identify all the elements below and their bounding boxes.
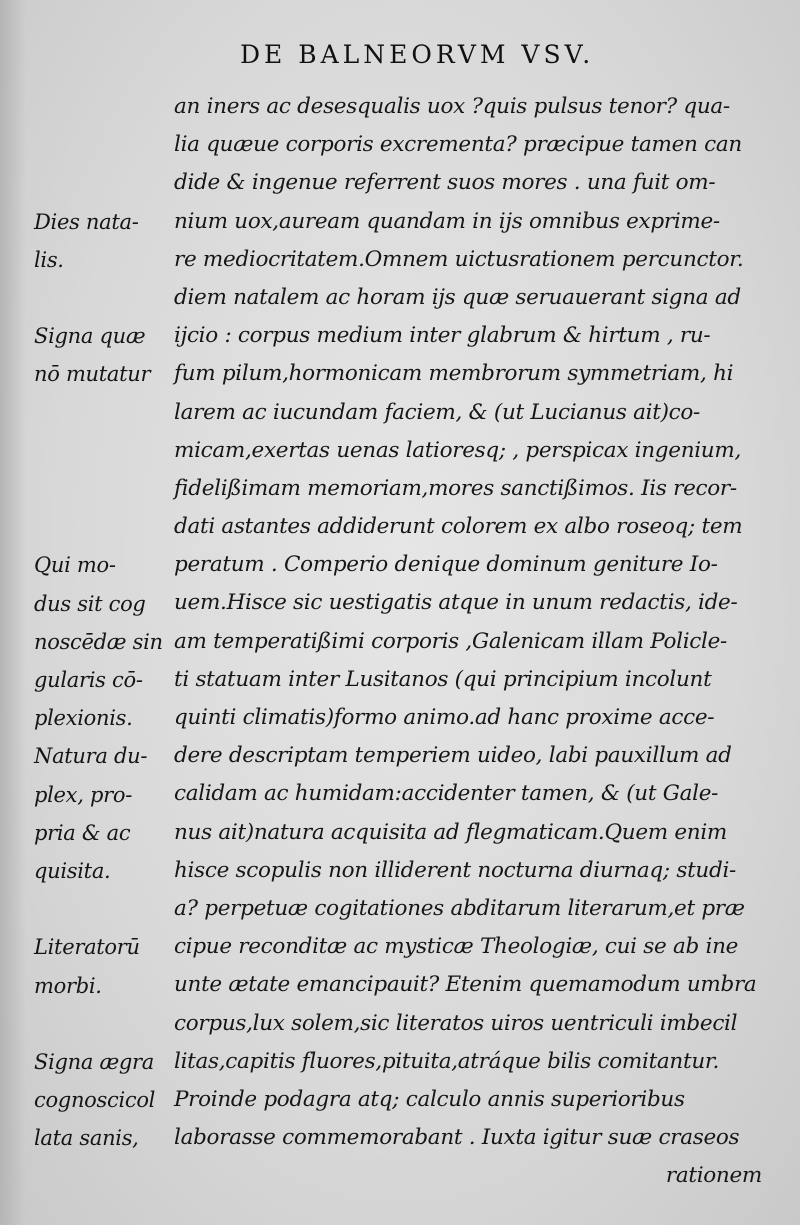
text-line: ti statuam inter Lusitanos (qui principium incolunt — [174, 666, 712, 692]
page-edge-shadow — [0, 0, 26, 1225]
text-line: dide & ingenue referrent suos mores . una fuit om- — [174, 170, 716, 196]
text-line: fidelißimam memoriam,mores sanctißimos. Iis recor- — [174, 475, 737, 501]
text-line: quinti climatis)formo animo.ad hanc proxime acce- — [174, 705, 715, 730]
text-line: nium uox,auream quandam in ijs omnibus exprime- — [174, 208, 720, 234]
text-line: rationem — [665, 1163, 762, 1189]
text-line: unte ætate emancipauit? Etenim quemamodum umbra — [174, 972, 757, 998]
margin-note — [34, 737, 174, 890]
text-line: uem.Hisce sic uestigatis atque in unum redactis, ide- — [174, 590, 738, 616]
margin-note-line: cognoscicol — [34, 1088, 156, 1113]
main-text-block — [174, 88, 770, 1195]
margin-note-line: Signa ægra — [34, 1050, 155, 1074]
text-line: fum pilum,hormonicam membrorum symmetriam, hi — [174, 361, 734, 387]
margin-note-line: plexionis. — [34, 706, 133, 731]
margin-note-line: Qui mo- — [34, 553, 116, 578]
margin-note-line: lata sanis, — [34, 1126, 139, 1151]
text-line: diem natalem ac horam ijs quæ seruauerant signa ad — [174, 284, 741, 310]
text-line: am temperatißimi corporis ,Galenicam illam Policle- — [174, 628, 728, 654]
text-line: micam,exertas uenas latioresq; , perspicax ingenium, — [174, 437, 741, 463]
text-line: a? perpetuæ cogitationes abditarum literarum,et præ — [174, 895, 745, 921]
margin-note-line: dus sit cog — [34, 591, 146, 616]
text-line: re mediocritatem.Omnem uictusrationem percunctor. — [174, 246, 744, 272]
margin-note-line: plex, pro- — [34, 782, 133, 807]
text-line: Proinde podagra atq; calculo annis superioribus — [174, 1086, 685, 1112]
running-head: DE BALNEORVM VSV. — [240, 40, 595, 69]
text-line: corpus,lux solem,sic literatos uiros uentriculi imbecil — [174, 1010, 738, 1036]
text-line: dati astantes addiderunt colorem ex albo roseoq; tem — [174, 514, 743, 540]
margin-note-line: noscēdæ sin — [34, 629, 163, 654]
text-line: lia quæue corporis excrementa? præcipue tamen can — [174, 132, 742, 158]
text-line: peratum . Comperio denique dominum geniture Io- — [174, 552, 718, 578]
margin-note — [34, 317, 174, 393]
margin-note-line: quisita. — [34, 859, 111, 883]
margin-note-line: Dies nata- — [34, 209, 139, 234]
text-line: ijcio : corpus medium inter glabrum & hirtum , ru- — [174, 323, 711, 349]
margin-note-line: lis. — [34, 247, 64, 272]
text-line: dere descriptam temperiem uideo, labi pauxillum ad — [174, 743, 732, 769]
margin-note-line: Natura du- — [34, 744, 148, 769]
text-line: an iners ac desesqualis uox ?quis pulsus tenor? qua- — [174, 94, 730, 119]
text-line: larem ac iucundam faciem, & (ut Lucianus ait)co- — [174, 399, 701, 425]
margin-note-line: pria & ac — [34, 820, 131, 845]
margin-note-line: Signa quæ — [34, 324, 146, 349]
margin-note-line: morbi. — [34, 973, 102, 998]
text-line: calidam ac humidam:accidenter tamen, & (ut Gale- — [174, 781, 719, 807]
margin-note-line: gularis cō- — [34, 668, 143, 692]
text-line: nus ait)natura acquisita ad flegmaticam.Quem enim — [174, 819, 728, 845]
margin-note — [34, 203, 174, 279]
margin-note — [34, 1043, 174, 1158]
text-line: cipue reconditæ ac mysticæ Theologiæ, cui se ab ine — [174, 934, 739, 960]
margin-note — [34, 546, 174, 737]
margin-note-line: Literatorū — [34, 935, 140, 960]
text-line: laborasse commemorabant . Iuxta igitur suæ craseos — [174, 1125, 740, 1151]
margin-note — [34, 928, 174, 1004]
margin-note-line: nō mutatur — [34, 362, 151, 387]
text-line: litas,capitis fluores,pituita,atráque bilis comitantur. — [174, 1048, 720, 1074]
text-line: hisce scopulis non illiderent nocturna diurnaq; studi- — [174, 857, 736, 883]
